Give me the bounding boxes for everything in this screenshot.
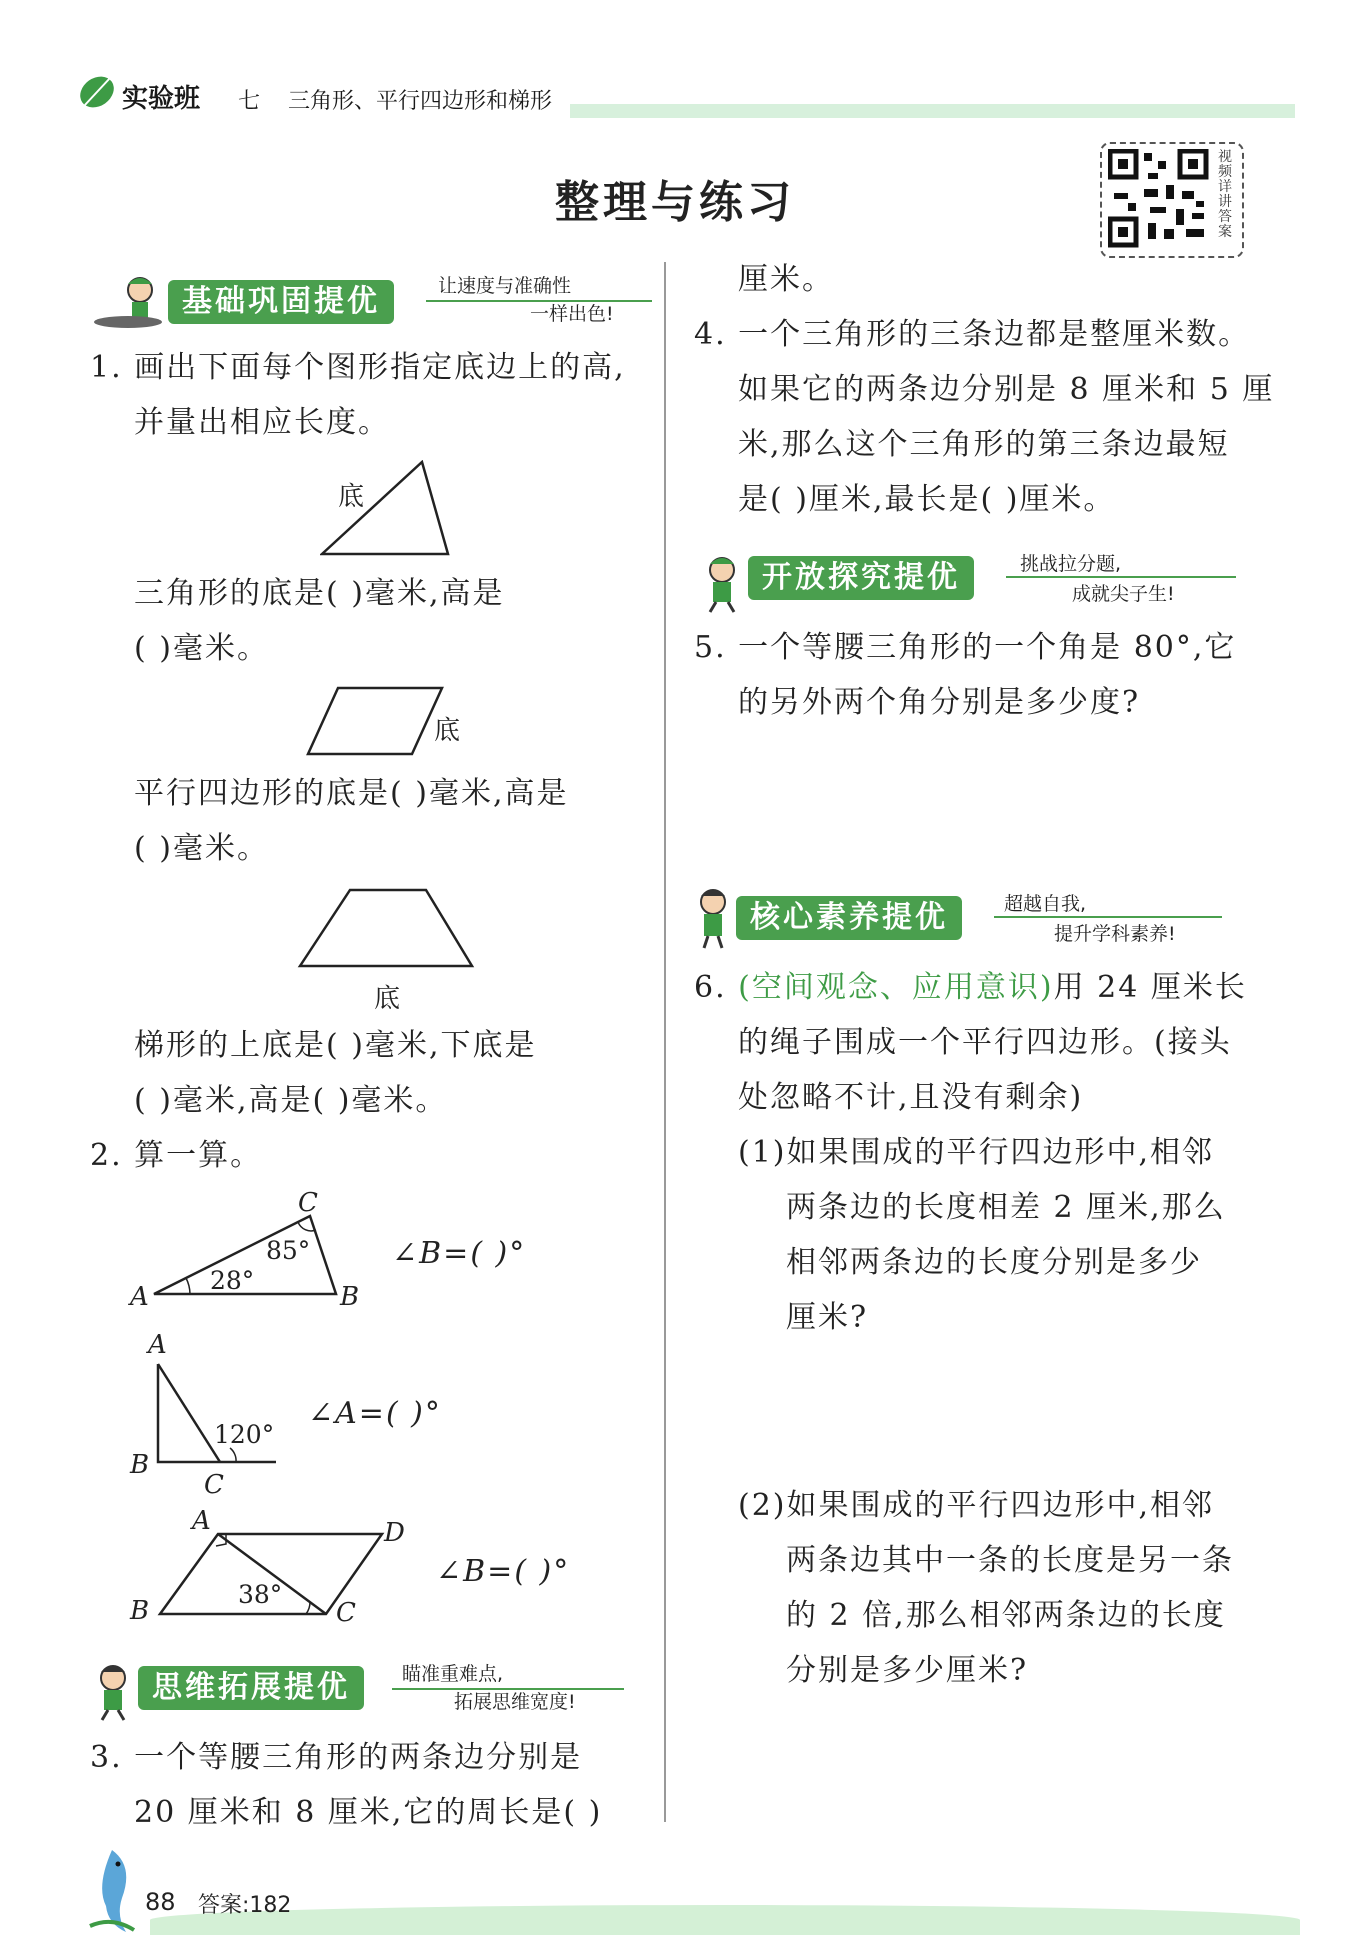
q2-fig3-vertex-c: C [336, 1598, 356, 1628]
footer-wave-decoration [150, 1905, 1300, 1935]
q2-fig3-vertex-d: D [384, 1518, 405, 1548]
section-thinking-banner: 思维拓展提优 [138, 1666, 364, 1710]
q2-fig2-angle: 120° [214, 1420, 275, 1449]
q2-fig1-angle-a: 28° [210, 1266, 255, 1295]
q2-fig1-answer: ∠B=( )° [392, 1236, 527, 1271]
q6-part2-line-2: 两条边其中一条的长度是另一条 [786, 1543, 1234, 1578]
q1-trapezoid-answer-2: ( )毫米,高是( )毫米。 [134, 1083, 448, 1118]
q1-triangle-answer-2: ( )毫米。 [134, 631, 269, 666]
section-core-rule [994, 916, 1222, 918]
section-open-rule [1006, 576, 1236, 578]
section-basic-rule [426, 300, 652, 302]
q1-line-1: 1. 画出下面每个图形指定底边上的高, [90, 350, 626, 385]
q6-part2-line-4: 分别是多少厘米? [786, 1653, 1029, 1688]
q6-line-2: 的绳子围成一个平行四边形。(接头 [738, 1025, 1232, 1060]
q2-fig2-vertex-b: B [130, 1450, 150, 1480]
q2-fig3-angle: 38° [238, 1580, 283, 1609]
q6-part1-line-1: (1)如果围成的平行四边形中,相邻 [738, 1135, 1215, 1170]
section-thinking-slogan-1: 瞄准重难点, [402, 1663, 504, 1685]
q6-number: 6. [694, 970, 727, 1005]
q4-line-3: 米,那么这个三角形的第三条边最短 [738, 427, 1230, 462]
q6-competency-tag: (空间观念、应用意识) [738, 970, 1054, 1005]
q1-line-2: 并量出相应长度。 [134, 405, 390, 440]
q2-fig2-vertex-a: A [148, 1330, 167, 1360]
q3-line-3: 厘米。 [738, 262, 834, 297]
section-open-banner: 开放探究提优 [748, 556, 974, 600]
q6-line-3: 处忽略不计,且没有剩余) [738, 1080, 1084, 1115]
mascot-explorer-icon [694, 554, 750, 618]
q2-fig3-answer: ∠B=( )° [436, 1554, 571, 1589]
q5-line-2: 的另外两个角分别是多少度? [738, 685, 1141, 720]
section-core-banner: 核心素养提优 [736, 896, 962, 940]
q6-part2-line-3: 的 2 倍,那么相邻两条边的长度 [786, 1598, 1226, 1633]
section-basic-banner: 基础巩固提优 [168, 280, 394, 324]
section-open-slogan-1: 挑战拉分题, [1020, 553, 1122, 575]
q1-trapezoid-figure [296, 886, 476, 970]
section-basic-slogan-1: 让速度与准确性 [438, 275, 572, 297]
q6-line-1-rest: 用 24 厘米长 [1053, 970, 1247, 1005]
q1-parallelogram-answer-1: 平行四边形的底是( )毫米,高是 [134, 776, 569, 811]
section-basic-slogan-2: 一样出色! [530, 303, 614, 325]
mascot-reader-icon [688, 886, 738, 954]
header-brand: 实验班 [122, 84, 201, 114]
q1-trapezoid-base-label: 底 [374, 984, 401, 1014]
q6-part1-line-2: 两条边的长度相差 2 厘米,那么 [786, 1190, 1226, 1225]
q6-part1-line-4: 厘米? [786, 1300, 869, 1335]
q2-fig3-vertex-b: B [130, 1596, 150, 1626]
q1-triangle-base-label: 底 [338, 482, 365, 512]
qr-pattern-icon [1108, 149, 1213, 249]
q2-fig2-vertex-c: C [204, 1470, 224, 1500]
q4-line-1: 4. 一个三角形的三条边都是整厘米数。 [694, 317, 1251, 352]
q2-fig2-answer: ∠A=( )° [308, 1396, 442, 1431]
section-open-slogan-2: 成就尖子生! [1072, 583, 1175, 605]
q3-line-2: 20 厘米和 8 厘米,它的周长是( ) [134, 1795, 603, 1830]
header-chapter-number: 七 [238, 89, 261, 114]
q6-part1-line-3: 相邻两条边的长度分别是多少 [786, 1245, 1202, 1280]
section-thinking-rule [392, 1688, 624, 1690]
q6-part2-line-1: (2)如果围成的平行四边形中,相邻 [738, 1488, 1215, 1523]
page-title: 整理与练习 [555, 177, 795, 228]
q4-line-2: 如果它的两条边分别是 8 厘米和 5 厘 [738, 372, 1275, 407]
header-chapter-title: 三角形、平行四边形和梯形 [288, 89, 553, 114]
dolphin-icon [82, 1846, 142, 1940]
q2-fig1-angle-c: 85° [266, 1236, 311, 1265]
qr-label: 视频详讲答案 [1218, 149, 1232, 240]
q2-fig1-vertex-a: A [130, 1282, 149, 1312]
section-core-slogan-1: 超越自我, [1004, 893, 1087, 915]
column-divider [664, 262, 666, 1822]
section-core-slogan-2: 提升学科素养! [1054, 923, 1176, 945]
q6-line-1 [694, 960, 1247, 1016]
q2-line: 2. 算一算。 [90, 1138, 263, 1173]
mascot-skateboard-icon [88, 272, 168, 336]
q4-line-4: 是( )厘米,最长是( )厘米。 [738, 482, 1116, 517]
q1-triangle-answer-1: 三角形的底是( )毫米,高是 [134, 576, 505, 611]
q3-line-1: 3. 一个等腰三角形的两条边分别是 [90, 1740, 583, 1775]
answer-reference: 答案:182 [198, 1893, 292, 1918]
q5-line-1: 5. 一个等腰三角形的一个角是 80°,它 [694, 630, 1237, 665]
q2-fig3-vertex-a: A [192, 1506, 211, 1536]
page-number: 88 [145, 1888, 176, 1916]
q1-parallelogram-base-label: 底 [434, 716, 461, 746]
q2-fig1-vertex-c: C [298, 1188, 318, 1218]
q2-triangle-2-figure [150, 1360, 280, 1470]
q2-fig1-vertex-b: B [340, 1282, 360, 1312]
q1-parallelogram-answer-2: ( )毫米。 [134, 831, 269, 866]
header-decoration [570, 104, 1295, 118]
section-thinking-slogan-2: 拓展思维宽度! [454, 1691, 576, 1713]
mascot-thinking-icon [88, 1662, 138, 1726]
q1-trapezoid-answer-1: 梯形的上底是( )毫米,下底是 [134, 1028, 537, 1063]
q1-parallelogram-figure [306, 686, 446, 758]
leaf-logo-icon [76, 70, 118, 116]
